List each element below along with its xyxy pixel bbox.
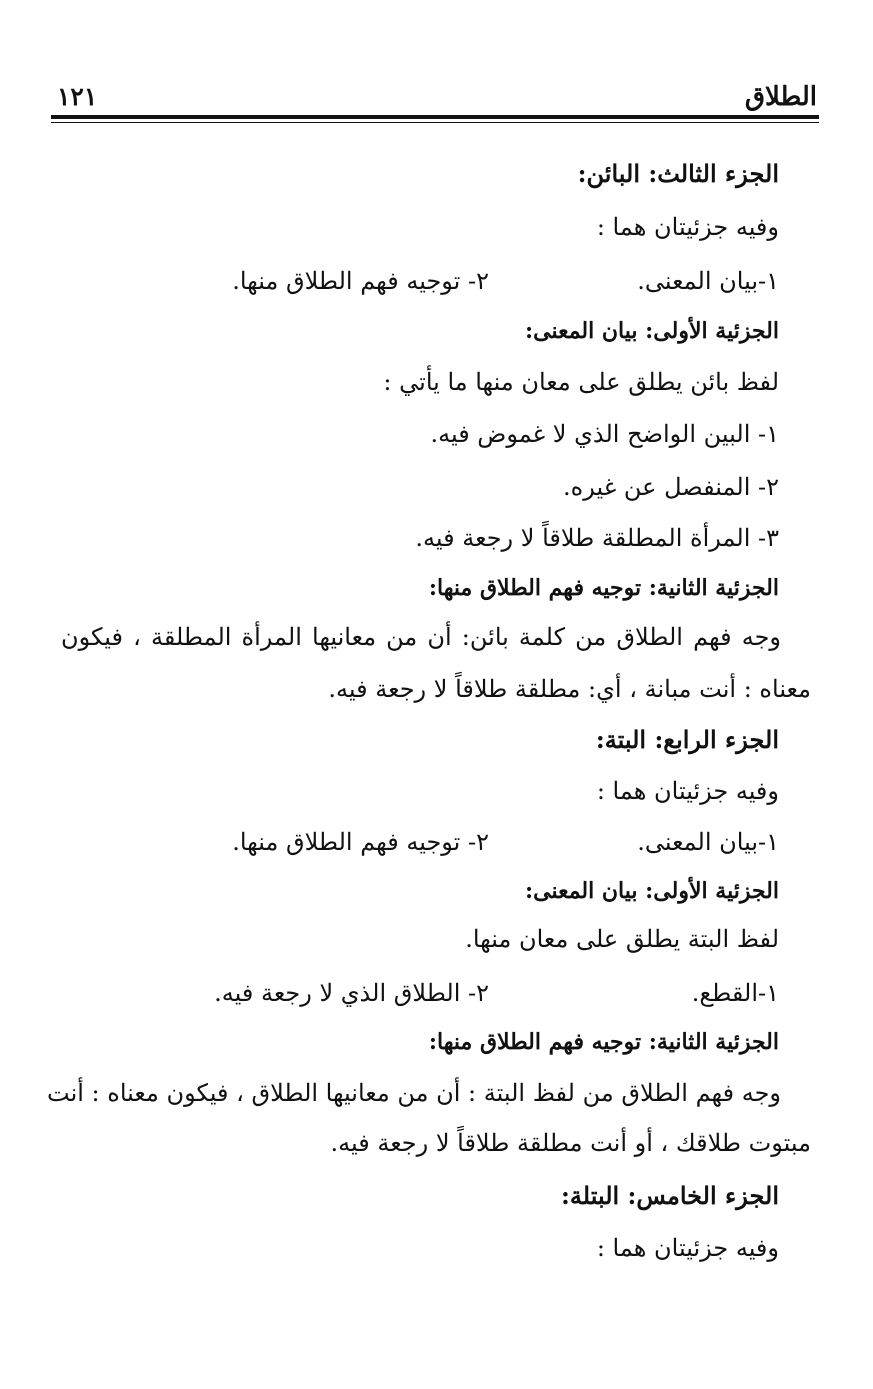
paragraph-batta-definition: لفظ البتة يطلق على معان منها. bbox=[465, 925, 779, 953]
subheading-meaning-bain: الجزئية الأولى: بيان المعنى: bbox=[525, 318, 779, 344]
list-item-bain-two: ٢- المنفصل عن غيره. bbox=[563, 473, 779, 501]
paragraph-bain-interpretation: وجه فهم الطلاق من كلمة بائن: أن من معانيها المرأة المطلقة ، فيكون bbox=[61, 623, 781, 651]
list-item-interpretation: ٢- توجيه فهم الطلاق منها. bbox=[232, 267, 489, 295]
paragraph-two-parts-bain: وفيه جزئيتان هما : bbox=[596, 213, 779, 241]
paragraph-two-parts-batta: وفيه جزئيتان هما : bbox=[596, 777, 779, 805]
list-item-bain-three: ٣- المرأة المطلقة طلاقاً لا رجعة فيه. bbox=[415, 524, 779, 552]
section-heading-batta: الجزء الرابع: البتة: bbox=[595, 725, 779, 754]
two-item-row-batta-meanings bbox=[79, 980, 779, 1008]
list-item-interpretation: ٢- توجيه فهم الطلاق منها. bbox=[232, 828, 489, 856]
list-item-meaning: ١-بيان المعنى. bbox=[637, 267, 779, 295]
list-item-irrevocable-divorce: ٢- الطلاق الذي لا رجعة فيه. bbox=[214, 979, 489, 1007]
section-heading-bain: الجزء الثالث: البائن: bbox=[577, 159, 779, 188]
subheading-meaning-batta: الجزئية الأولى: بيان المعنى: bbox=[525, 878, 779, 904]
chapter-running-title: الطلاق bbox=[744, 82, 817, 112]
running-header bbox=[51, 76, 819, 132]
list-item-meaning: ١-بيان المعنى. bbox=[637, 828, 779, 856]
page-number: ١٢١ bbox=[57, 82, 98, 111]
list-item-bain-one: ١- البين الواضح الذي لا غموض فيه. bbox=[430, 420, 779, 448]
header-thin-rule bbox=[51, 122, 819, 123]
paragraph-batta-continuation: مبتوت طلاقك ، أو أنت مطلقة طلاقاً لا رجعة فيه. bbox=[330, 1129, 811, 1157]
two-item-row-bain bbox=[79, 268, 779, 296]
paragraph-two-parts-batla: وفيه جزئيتان هما : bbox=[596, 1234, 779, 1262]
subheading-interpretation-batta: الجزئية الثانية: توجيه فهم الطلاق منها: bbox=[428, 1029, 779, 1055]
paragraph-bain-continuation: معناه : أنت مبانة ، أي: مطلقة طلاقاً لا رجعة فيه. bbox=[328, 675, 811, 703]
two-item-row-batta bbox=[79, 829, 779, 857]
section-heading-batla: الجزء الخامس: البتلة: bbox=[561, 1181, 779, 1210]
paragraph-bain-definition: لفظ بائن يطلق على معان منها ما يأتي : bbox=[383, 368, 779, 396]
list-item-cutting: ١-القطع. bbox=[691, 979, 779, 1007]
subheading-interpretation-bain: الجزئية الثانية: توجيه فهم الطلاق منها: bbox=[428, 575, 779, 601]
paragraph-batta-interpretation: وجه فهم الطلاق من لفظ البتة : أن من معانيها الطلاق ، فيكون معناه : أنت bbox=[47, 1079, 781, 1107]
header-thick-rule bbox=[51, 115, 819, 119]
